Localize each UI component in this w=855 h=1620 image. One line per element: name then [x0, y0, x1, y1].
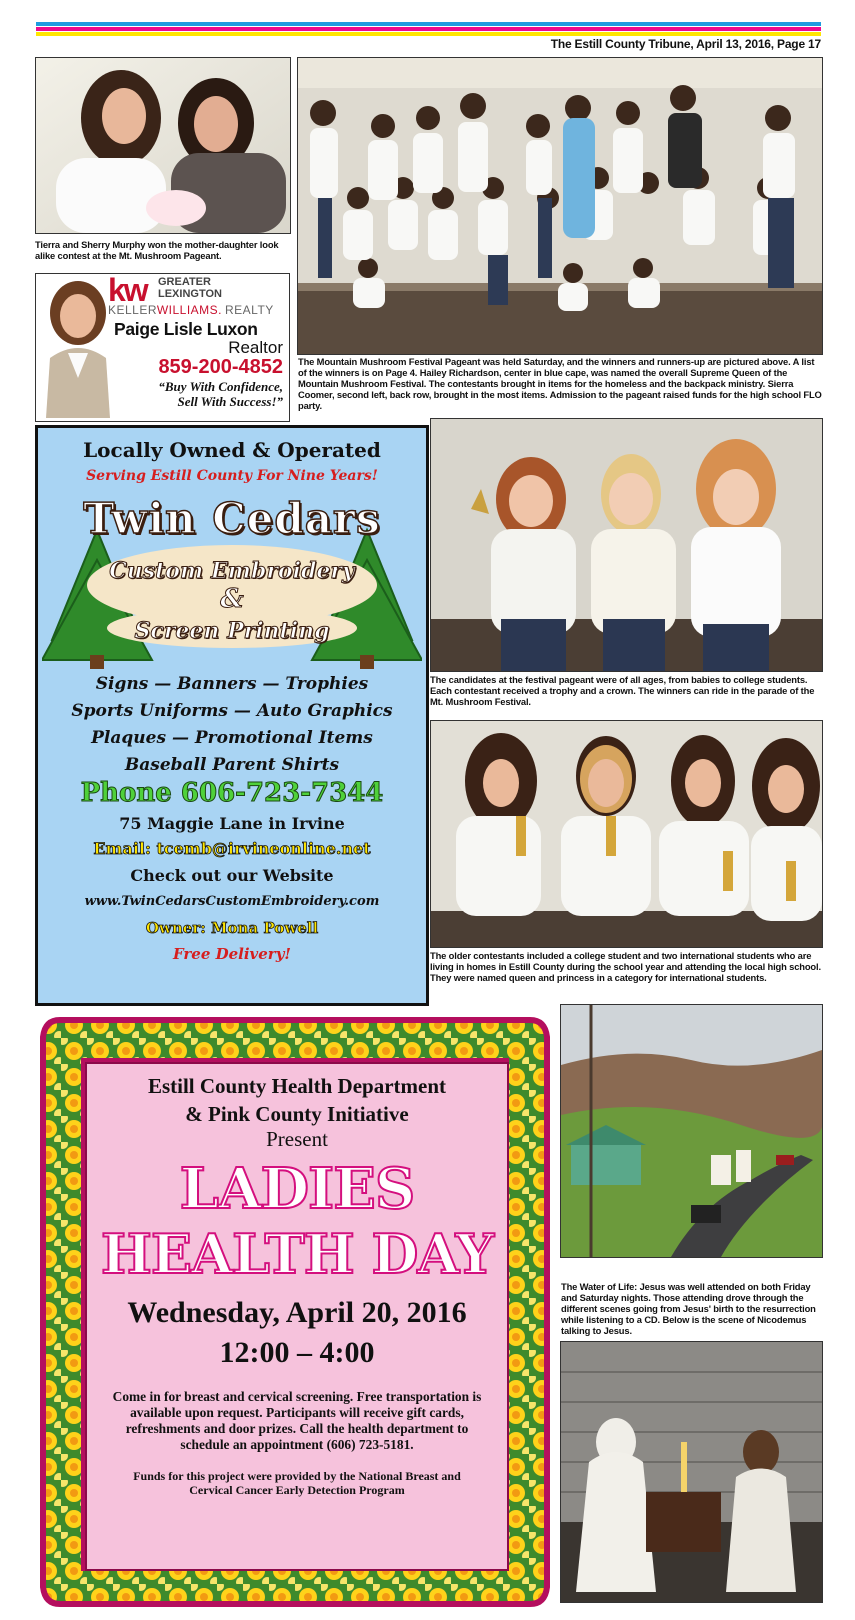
photo-water-of-life-image: [561, 1005, 822, 1257]
health-org-2: & Pink County Initiative: [185, 1102, 409, 1126]
caption-mother-daughter: Tierra and Sherry Murphy won the mother-daughter look alike contest at the Mt. Mushroom Pageant.: [35, 239, 279, 261]
photo-three-girls-image: [431, 419, 822, 671]
photo-pageant-group: [297, 57, 823, 355]
health-present: Present: [266, 1127, 328, 1151]
brand-williams: WILLIAMS.: [156, 303, 222, 317]
tc-logo-embroidery: Custom Embroidery: [109, 558, 355, 584]
brand-realty: REALTY: [225, 303, 274, 317]
realtor-slogan-1: “Buy With Confidence,: [158, 379, 283, 394]
tc-service-2: Sports Uniforms — Auto Graphics: [71, 701, 393, 721]
realtor-ad: [35, 273, 290, 422]
logo-greater: GREATER: [158, 276, 211, 288]
caption-pageant-group: The Mountain Mushroom Festival Pageant was held Saturday, and the winners and runners-up are pictured above. A list of the winners is on Page 4. Hailey Richardson, center in blue cape, was named the overall Supreme Queen of the Mountain Mushroom Festival. The contestants brought in items for the homeless and the backpack ministry. Sierra Coomer, second left, back row, brought in the most items. Admission to the pageant raised funds for the high school FLO party.: [298, 356, 822, 411]
page-header: The Estill County Tribune, April 13, 2016, Page 17: [550, 37, 821, 51]
header-rule-magenta: [36, 27, 821, 31]
photo-older-contestants: [430, 720, 823, 948]
caption-three-girls: The candidates at the festival pageant were of all ages, from babies to college students. Each contestant received a trophy and a crown. The winners can ride in the parade of the Mt. Mushroom Festival.: [430, 674, 815, 707]
tc-headline: Locally Owned & Operated: [83, 438, 381, 462]
tc-address: 75 Maggie Lane in Irvine: [119, 814, 345, 833]
twin-cedars-ad: [35, 425, 429, 1006]
photo-mother-daughter: [35, 57, 291, 234]
health-funding: Funds for this project were provided by the National Breast and Cervical Cancer Early Detection Program: [133, 1469, 461, 1497]
realtor-phone: 859-200-4852: [158, 356, 283, 378]
tc-logo-name: Twin Cedars: [83, 494, 381, 543]
tc-service-3: Plaques — Promotional Items: [91, 728, 373, 748]
photo-pageant-group-image: [298, 58, 822, 354]
caption-water-of-life: The Water of Life: Jesus was well attended on both Friday and Saturday nights. Those attending drove through the different scenes going from Jesus' birth to the resurrection while listening to a CD. Below is the scene of Nicodemus talking to Jesus.: [561, 1281, 816, 1336]
photo-mother-daughter-image: [36, 58, 290, 233]
header-rule-yellow: [36, 32, 821, 36]
realtor-slogan-2: Sell With Success!”: [177, 394, 283, 409]
brand-line: [108, 303, 274, 317]
health-ad-panel: [85, 1062, 509, 1571]
realtor-name: Paige Lisle Luxon: [114, 319, 258, 339]
tc-email: Email: tcemb@irvineonline.net: [93, 839, 371, 858]
realtor-title: Realtor: [228, 338, 283, 357]
health-body: Come in for breast and cervical screening. Free transportation is available upon request. Participants will receive gift cards, refreshments and door prizes. Call the health department to schedule an appointment (606) 723-5181.: [112, 1389, 482, 1452]
brand-keller: KELLER: [108, 303, 157, 317]
tc-website[interactable]: www.TwinCedarsCustomEmbroidery.com: [84, 894, 380, 909]
photo-water-of-life: [560, 1004, 823, 1258]
tc-service-1: Signs — Banners — Trophies: [95, 674, 369, 694]
health-title-1: LADIES: [179, 1156, 415, 1222]
tc-service-4: Baseball Parent Shirts: [124, 755, 340, 775]
caption-older-contestants: The older contestants included a college student and two international students who are living in homes in Estill County during the school year and attending the local high school. They were named queen and princess in a category for international students.: [430, 950, 821, 983]
kw-logo: kw: [108, 272, 147, 308]
health-date: Wednesday, April 20, 2016: [127, 1296, 467, 1329]
tc-owner: Owner: Mona Powell: [145, 919, 319, 937]
tc-subhead: Serving Estill County For Nine Years!: [86, 468, 378, 484]
realtor-portrait: [38, 278, 118, 418]
tc-delivery: Free Delivery!: [172, 945, 291, 963]
photo-nicodemus-scene: [560, 1341, 823, 1603]
health-title-2: HEALTH DAY: [100, 1222, 494, 1286]
tc-phone: Phone 606-723-7344: [80, 778, 384, 808]
tc-logo-screen: Screen Printing: [134, 618, 330, 644]
header-rule-blue: [36, 22, 821, 26]
photo-three-girls: [430, 418, 823, 672]
health-org-1: Estill County Health Department: [147, 1074, 447, 1098]
tc-website-label: Check out our Website: [130, 866, 334, 885]
health-time: 12:00 – 4:00: [219, 1336, 375, 1369]
photo-nicodemus-scene-image: [561, 1342, 822, 1602]
logo-lexington: LEXINGTON: [158, 288, 222, 300]
tc-logo-amp: &: [220, 584, 244, 614]
health-day-ad: [35, 1012, 555, 1612]
photo-older-contestants-image: [431, 721, 822, 947]
